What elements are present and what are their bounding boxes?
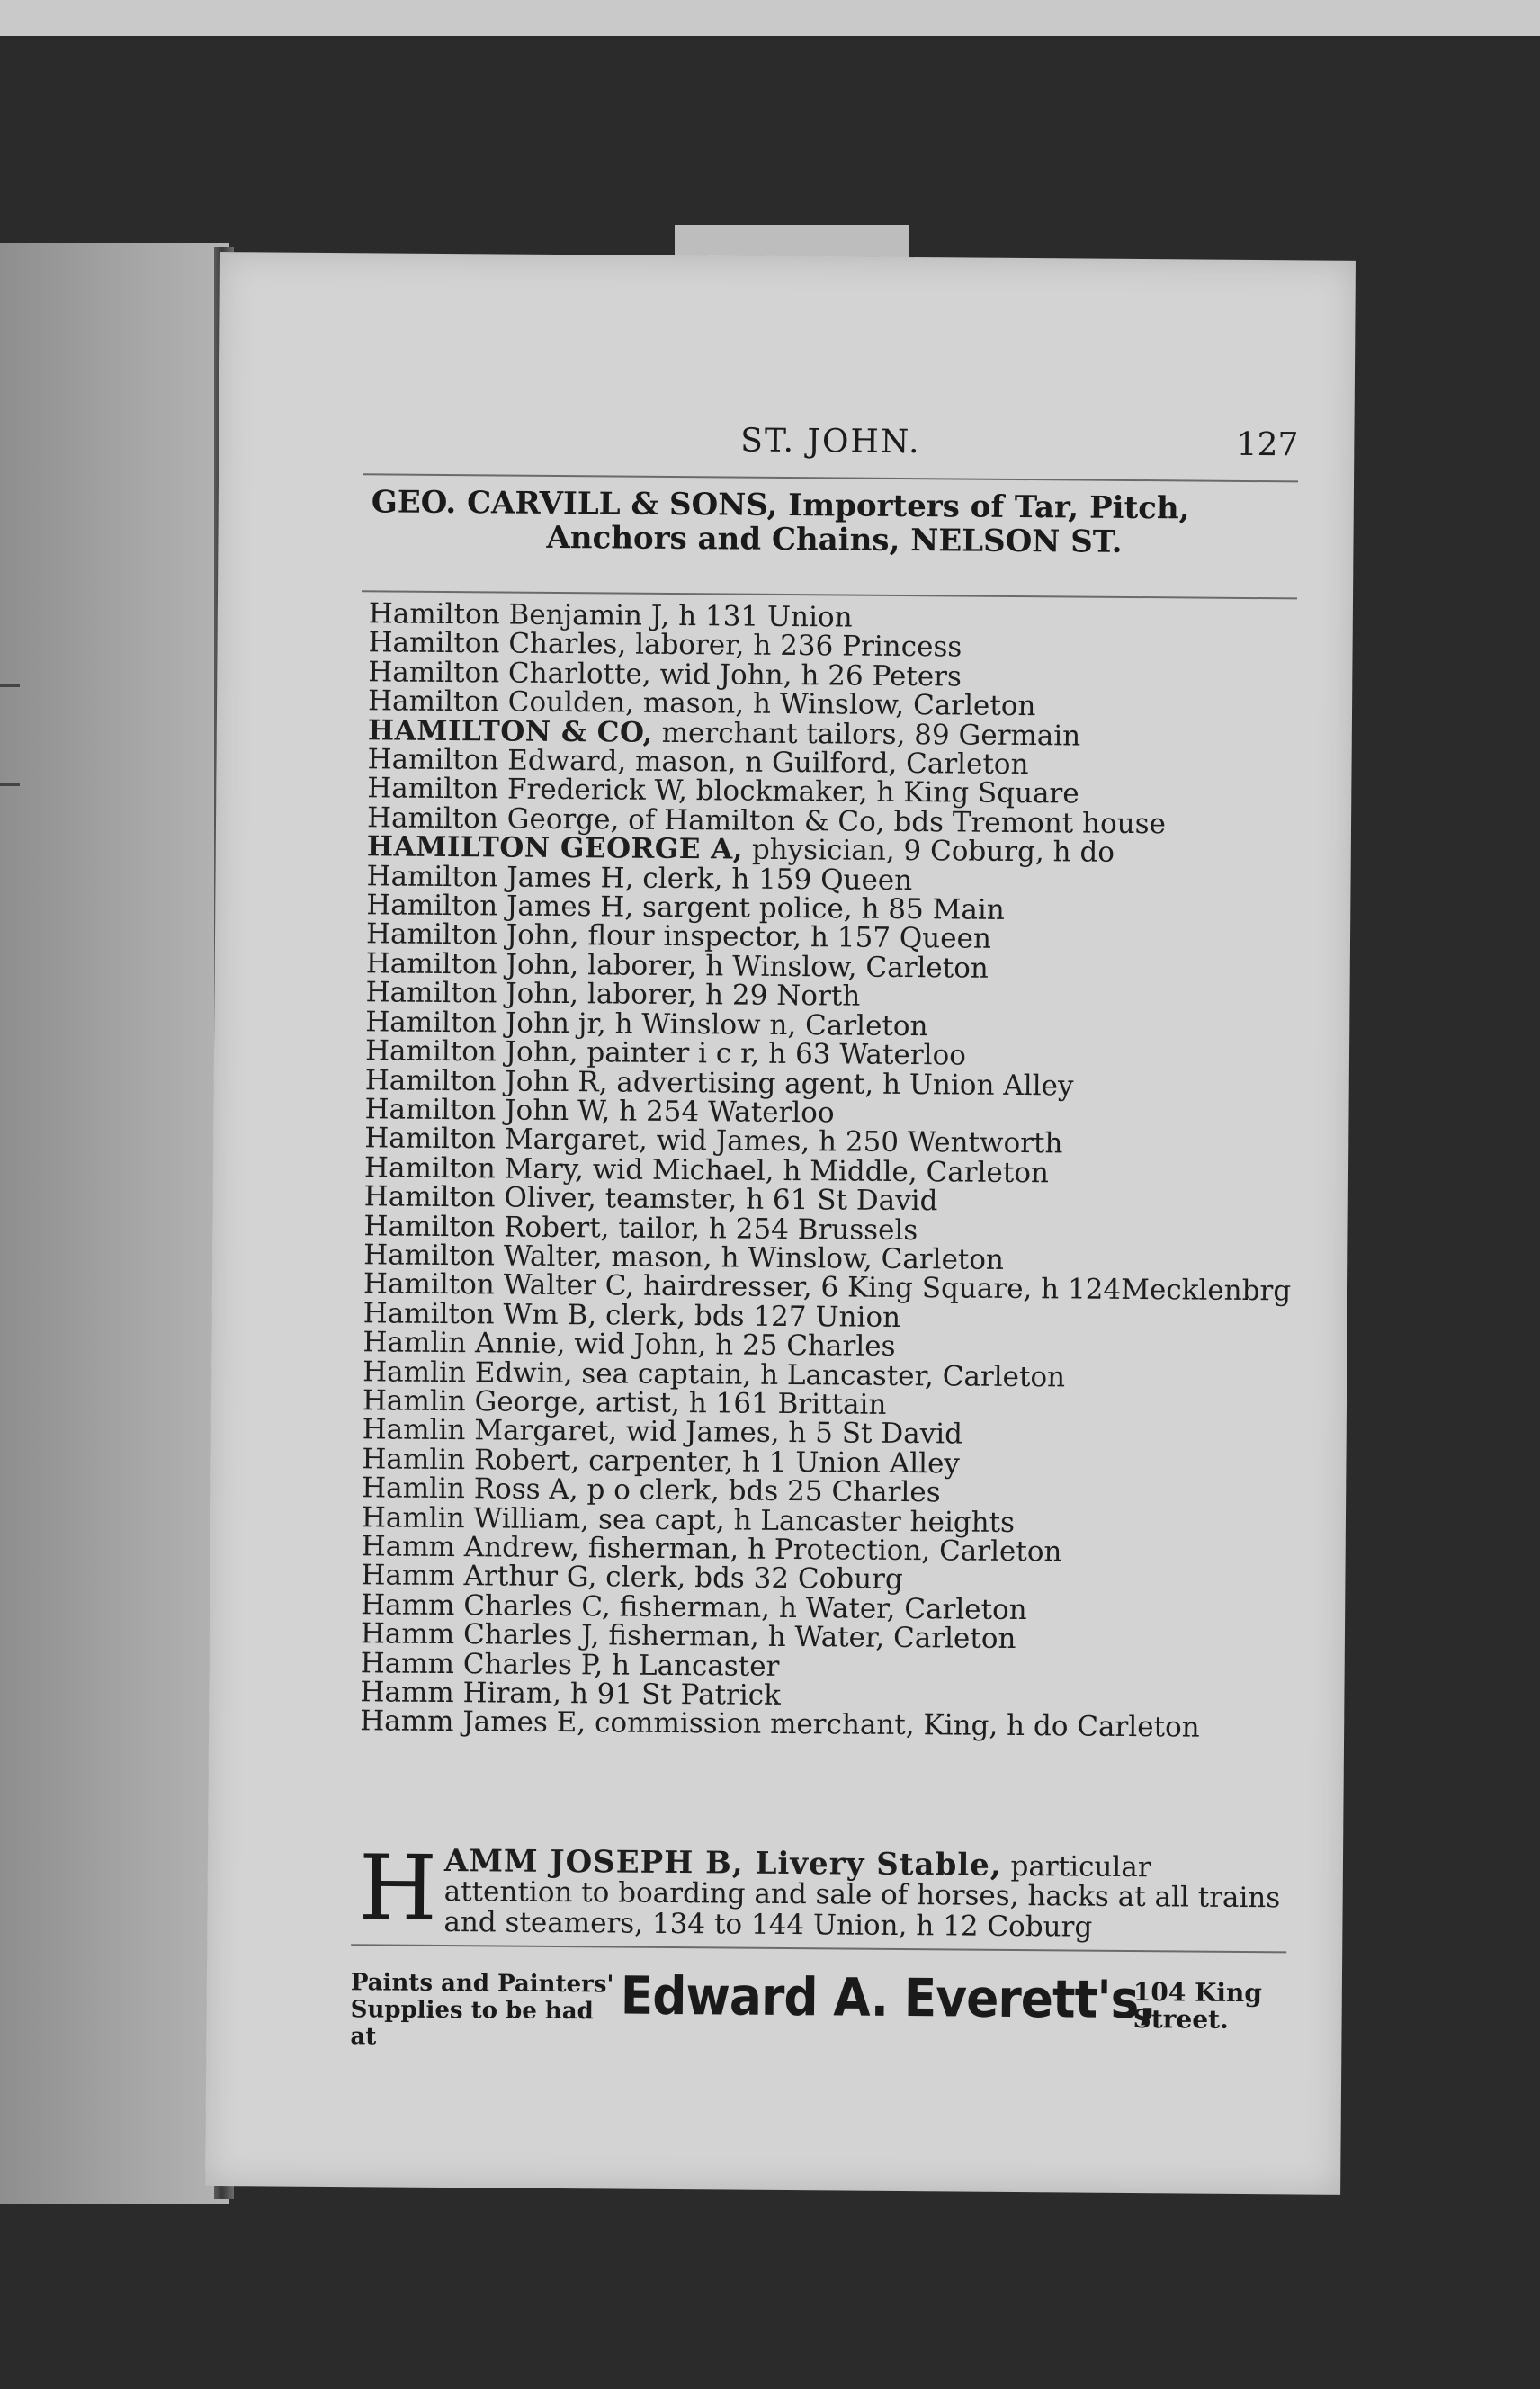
entry-details: h 91 St Patrick	[560, 1678, 782, 1712]
entry-name: Hamm Charles C,	[361, 1588, 611, 1624]
bottom-advertisement	[350, 1962, 1304, 2050]
page-number: 127	[1236, 425, 1299, 464]
entry-name: Hamilton John jr,	[365, 1005, 606, 1041]
entry-details: h Lancaster	[603, 1649, 780, 1683]
entry-name: Hamm Charles J,	[360, 1617, 600, 1652]
entry-details: mason, h Winslow, Carleton	[602, 1240, 1005, 1276]
top-advertisement	[371, 485, 1298, 560]
entry-name: Hamlin William,	[361, 1500, 590, 1535]
entry-details: physician, 9 Coburg, h do	[742, 833, 1115, 870]
entry-details: sea captain, h Lancaster, Carleton	[572, 1356, 1066, 1393]
scan-top-strip	[0, 0, 1540, 36]
page-header	[363, 419, 1298, 471]
bottom-ad-intro-line2: Supplies to be had at	[350, 1996, 594, 2051]
entry-name: Hamlin Robert,	[362, 1443, 580, 1477]
bottom-ad-address	[1133, 1979, 1303, 2034]
hamm-ad-line3: and steamers, 134 to 144 Union, h 12 Coburg	[443, 1906, 1093, 1944]
entry-name: Hamm Andrew,	[361, 1530, 580, 1565]
entry-details: clerk, bds 127 Union	[596, 1299, 901, 1334]
hamm-ad-line1-rest: particular	[1001, 1849, 1151, 1884]
entry-name: Hamilton Benjamin J,	[368, 597, 670, 632]
bottom-ad-intro	[350, 1969, 621, 2052]
entry-name: HAMILTON & CO,	[367, 713, 654, 749]
running-title: ST. JOHN.	[740, 422, 921, 461]
entry-details: fisherman, h Water, Carleton	[610, 1590, 1027, 1626]
directory-entries	[360, 599, 1304, 1743]
entry-details: fisherman, h Protection, Carleton	[578, 1532, 1062, 1569]
top-ad-line2: Anchors and Chains, NELSON ST.	[546, 519, 1123, 560]
entry-details: wid James, h 5 St David	[616, 1415, 963, 1451]
entry-name: Hamilton Walter,	[363, 1239, 603, 1274]
bottom-ad-name: Edward A. Everett's,	[620, 1964, 1157, 2031]
entry-name: Hamlin Margaret,	[362, 1413, 618, 1448]
facing-page	[0, 243, 229, 2204]
footer-rule	[351, 1944, 1286, 1953]
entry-details: wid Michael, h Middle, Carleton	[583, 1152, 1050, 1189]
directory-page	[205, 252, 1356, 2195]
entry-name: Hamilton Mary,	[363, 1151, 585, 1186]
drop-cap: H	[358, 1835, 438, 1941]
entry-name: Hamilton John,	[365, 976, 579, 1011]
entry-name: Hamilton Robert,	[363, 1209, 610, 1244]
entry-name: Hamlin Ross A,	[362, 1472, 578, 1507]
bottom-ad-address-line1: 104 King	[1133, 1977, 1263, 2009]
hamm-ad-name: AMM JOSEPH B, Livery Stable,	[443, 1843, 1002, 1883]
entry-details: of Hamilton & Co, bds Tremont house	[619, 803, 1167, 841]
entry-details: laborer, h Winslow, Carleton	[578, 949, 989, 985]
entry-details: advertising agent, h Union Alley	[607, 1065, 1074, 1102]
entry-details: sargent police, h 85 Main	[633, 890, 1005, 926]
entry-details: flour inspector, h 157 Queen	[578, 919, 992, 956]
entry-details: wid John, h 25 Charles	[565, 1328, 896, 1364]
entry-details: clerk, h 159 Queen	[633, 862, 913, 897]
bottom-ad-intro-line1: Paints and Painters'	[350, 1969, 614, 1999]
hamm-advertisement	[358, 1835, 1294, 1945]
entry-details: fisherman, h Water, Carleton	[599, 1619, 1016, 1656]
entry-details: commission merchant, King, h do Carleton	[586, 1706, 1200, 1745]
entry-name: Hamilton Oliver,	[363, 1180, 596, 1215]
entry-name: HAMILTON GEORGE A,	[366, 830, 744, 866]
entry-details: p o clerk, bds 25 Charles	[578, 1473, 941, 1509]
entry-details: clerk, bds 32 Coburg	[596, 1561, 903, 1597]
entry-name: Hamilton Coulden,	[367, 684, 635, 720]
entry-details: h 254 Waterloo	[610, 1095, 835, 1130]
entry-name: Hamilton James H,	[366, 889, 634, 924]
entry-name: Hamilton Charlotte,	[368, 656, 651, 691]
entry-name: Hamlin Edwin,	[363, 1355, 573, 1390]
entry-name: Hamlin Annie,	[363, 1326, 566, 1361]
facing-page-mark	[0, 684, 20, 687]
entry-details: mason, n Guilford, Carleton	[626, 745, 1029, 782]
facing-page-mark	[0, 783, 20, 786]
entry-details: tailor, h 254 Brussels	[609, 1211, 918, 1247]
entry-name: Hamilton John R,	[364, 1063, 608, 1098]
entry-name: Hamm Charles P,	[360, 1646, 604, 1682]
header-rule	[363, 473, 1298, 482]
entry-details: carpenter, h 1 Union Alley	[579, 1444, 961, 1481]
entry-name: Hamilton John W,	[364, 1093, 611, 1128]
hamm-ad-line2: attention to boarding and sale of horses, hacks at all trains	[443, 1875, 1281, 1915]
bottom-ad-address-line2: Street.	[1133, 2004, 1229, 2035]
entry-details: laborer, h 236 Princess	[626, 628, 962, 664]
entry-name: Hamilton Edward,	[367, 743, 627, 778]
entry-details: hairdresser, 6 King Square, h 124Mecklenbrg	[634, 1269, 1292, 1308]
entry-name: Hamilton George,	[366, 801, 620, 837]
entry-name: Hamilton Charles,	[368, 626, 627, 661]
entry-name: Hamlin George,	[362, 1384, 587, 1419]
entry-name: Hamilton John,	[365, 947, 579, 982]
entry-details: merchant tailors, 89 Germain	[652, 716, 1081, 753]
entry-details: wid James, h 250 Wentworth	[647, 1124, 1063, 1160]
entry-name: Hamilton Frederick W,	[367, 772, 688, 808]
entry-name: Hamm Arthur G,	[361, 1559, 597, 1594]
entry-name: Hamilton James H,	[366, 859, 634, 895]
entry-details: teamster, h 61 St David	[595, 1182, 938, 1218]
directory-entry	[360, 1707, 1295, 1744]
entry-details: painter i c r, h 63 Waterloo	[578, 1036, 966, 1072]
entry-name: Hamilton Margaret,	[364, 1122, 648, 1158]
entry-details: blockmaker, h King Square	[686, 774, 1079, 810]
entry-name: Hamilton Wm B,	[363, 1297, 597, 1332]
entry-details: laborer, h 29 North	[578, 978, 861, 1013]
entry-details: sea capt, h Lancaster heights	[589, 1502, 1016, 1539]
top-ad-line1: GEO. CARVILL & SONS, Importers of Tar, Pitch,	[371, 484, 1190, 527]
entry-details: h Winslow n, Carleton	[605, 1007, 928, 1042]
entry-details: mason, h Winslow, Carleton	[633, 686, 1036, 723]
entry-name: Hamilton Walter C,	[363, 1267, 635, 1302]
entry-name: Hamm Hiram,	[360, 1676, 562, 1711]
entry-name: Hamilton John,	[365, 917, 579, 953]
entry-details: artist, h 161 Brittain	[586, 1386, 887, 1421]
entry-details: wid John, h 26 Peters	[650, 658, 962, 693]
entry-name: Hamm James E,	[360, 1705, 586, 1740]
entry-name: Hamilton John,	[364, 1034, 578, 1069]
entry-details: h 131 Union	[669, 599, 853, 634]
